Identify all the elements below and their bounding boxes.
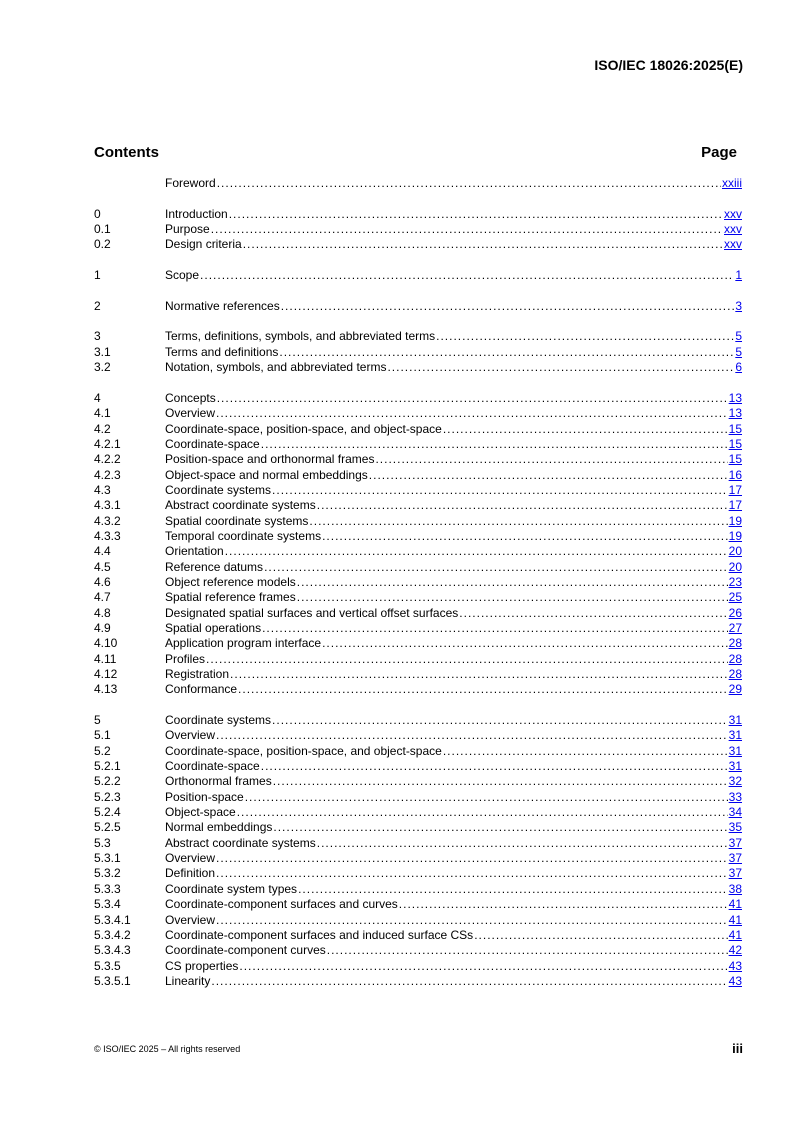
toc-entry-title: Normative references xyxy=(165,298,280,313)
dot-leader xyxy=(322,636,728,651)
dot-leader xyxy=(216,728,728,743)
toc-spacer xyxy=(94,698,742,713)
toc-entry-number: 3 xyxy=(94,329,101,344)
toc-entry[interactable] xyxy=(94,544,742,559)
dot-leader xyxy=(261,437,728,452)
toc-entry[interactable] xyxy=(94,790,742,805)
toc-entry-number: 5.3.2 xyxy=(94,866,121,881)
dot-leader xyxy=(217,391,728,406)
toc-entry-number: 4.3.3 xyxy=(94,528,121,543)
dot-leader xyxy=(272,713,728,728)
dot-leader xyxy=(387,360,734,375)
toc-entry-number: 4.2.3 xyxy=(94,467,121,482)
toc-entry[interactable] xyxy=(94,928,742,943)
toc-entry[interactable] xyxy=(94,422,742,437)
dot-leader xyxy=(261,759,728,774)
dot-leader xyxy=(297,590,728,605)
toc-entry-title: Overview xyxy=(165,851,216,866)
dot-leader xyxy=(238,682,728,697)
toc-entry[interactable] xyxy=(94,590,742,605)
toc-entry-title: Overview xyxy=(165,406,216,421)
toc-entry-title: Coordinate-space xyxy=(165,436,260,451)
toc-page-link[interactable]: 23 xyxy=(728,574,742,589)
toc-page-link[interactable]: 29 xyxy=(728,682,742,697)
dot-leader xyxy=(281,299,735,314)
toc-entry-title: Coordinate-space xyxy=(165,759,260,774)
toc-entry-title: Coordinate-space, position-space, and object-space xyxy=(165,421,442,436)
toc-entry-number: 4 xyxy=(94,390,101,405)
toc-page-link[interactable]: 25 xyxy=(728,590,742,605)
toc-page-link[interactable]: 19 xyxy=(728,513,742,528)
toc-entry-title: Normal embeddings xyxy=(165,820,273,835)
toc-spacer xyxy=(94,253,742,268)
toc-entry-title: Linearity xyxy=(165,973,211,988)
dot-leader xyxy=(216,851,728,866)
toc-page-link[interactable]: 19 xyxy=(728,528,742,543)
toc-entry[interactable] xyxy=(94,391,742,406)
dot-leader xyxy=(327,943,728,958)
toc-page-link[interactable]: 20 xyxy=(728,559,742,574)
toc-entry-number: 5.3.4.3 xyxy=(94,943,131,958)
toc-entry[interactable] xyxy=(94,682,742,697)
toc-entry-title: Designated spatial surfaces and vertical offset surfaces xyxy=(165,605,459,620)
toc-entry-title: Spatial coordinate systems xyxy=(165,513,309,528)
toc-page-link[interactable]: 41 xyxy=(728,912,742,927)
dot-leader xyxy=(273,774,728,789)
toc-entry-title: Terms, definitions, symbols, and abbreviated terms xyxy=(165,329,436,344)
toc-page-link[interactable]: 37 xyxy=(728,835,742,850)
toc-entry[interactable] xyxy=(94,176,742,191)
toc-entry-number: 5.2 xyxy=(94,743,111,758)
toc-entry-number: 5.3.4.1 xyxy=(94,912,131,927)
toc-entry-number: 4.10 xyxy=(94,636,118,651)
toc-entry-number: 5.2.5 xyxy=(94,820,121,835)
toc-page-link[interactable]: 15 xyxy=(728,452,742,467)
toc-entry[interactable] xyxy=(94,468,742,483)
toc-entry-number: 4.3.1 xyxy=(94,498,121,513)
toc-page-link[interactable]: 28 xyxy=(728,667,742,681)
toc-entry[interactable] xyxy=(94,805,742,820)
toc-entry-number: 4.6 xyxy=(94,574,111,589)
toc-entry-number: 4.13 xyxy=(94,682,118,697)
toc-entry-title: Coordinate systems xyxy=(165,482,272,497)
toc-entry-number: 5.3.4.2 xyxy=(94,927,131,942)
contents-title: Contents xyxy=(94,144,159,161)
dot-leader xyxy=(262,621,728,636)
toc-page-link[interactable]: 15 xyxy=(728,436,742,451)
toc-page-link[interactable]: xxv xyxy=(724,237,742,252)
toc-entry-title: Coordinate system types xyxy=(165,881,298,896)
toc-entry-title: Object-space and normal embeddings xyxy=(165,467,368,482)
dot-leader xyxy=(229,207,723,222)
toc-entry-number: 5 xyxy=(94,713,101,728)
toc-entry-title: Terms and definitions xyxy=(165,344,279,359)
toc-entry-title: Foreword xyxy=(165,176,216,190)
toc-entry-title: Notation, symbols, and abbreviated terms xyxy=(165,360,387,375)
toc-page-link[interactable]: 38 xyxy=(728,881,742,896)
toc-entry[interactable] xyxy=(94,851,742,866)
toc-page-link[interactable]: 6 xyxy=(735,360,742,375)
toc-entry[interactable] xyxy=(94,345,742,360)
toc-entry-title: Coordinate-space, position-space, and object-space xyxy=(165,743,442,758)
toc-entry-title: Temporal coordinate systems xyxy=(165,528,322,543)
toc-entry[interactable] xyxy=(94,207,742,222)
toc-page-link[interactable]: 3 xyxy=(735,298,742,313)
document-id-header: ISO/IEC 18026:2025(E) xyxy=(594,57,743,73)
toc-entry-number: 4.11 xyxy=(94,651,117,666)
toc-page-link[interactable]: 31 xyxy=(728,759,742,774)
toc-entry-title: Application program interface xyxy=(165,636,322,651)
toc-page-link[interactable]: 5 xyxy=(735,344,742,359)
toc-entry-title: Reference datums xyxy=(165,559,264,574)
toc-page-link[interactable]: 17 xyxy=(728,482,742,497)
dot-leader xyxy=(443,744,728,759)
toc-entry-title: Coordinate-component surfaces and curves xyxy=(165,897,398,912)
toc-page-link[interactable]: 37 xyxy=(728,851,742,866)
toc-entry[interactable] xyxy=(94,866,742,881)
toc-page-link[interactable]: 31 xyxy=(728,743,742,758)
toc-entry-title: Object-space xyxy=(165,805,236,820)
toc-entry[interactable] xyxy=(94,606,742,621)
toc-page-link[interactable]: 37 xyxy=(728,866,742,881)
toc-entry-title: Purpose xyxy=(165,222,210,237)
toc-entry-number: 5.2.2 xyxy=(94,774,121,789)
toc-entry[interactable] xyxy=(94,406,742,421)
copyright-footer: © ISO/IEC 2025 – All rights reserved xyxy=(94,1044,241,1054)
toc-entry-title: Profiles xyxy=(165,651,206,666)
table-of-contents xyxy=(94,176,742,989)
toc-entry[interactable] xyxy=(94,713,742,728)
toc-entry-number: 0.2 xyxy=(94,237,111,252)
toc-page-link[interactable]: 13 xyxy=(728,390,742,405)
toc-entry-title: Overview xyxy=(165,728,216,743)
toc-entry-title: Position-space and orthonormal frames xyxy=(165,452,375,467)
toc-entry-number: 2 xyxy=(94,298,101,313)
dot-leader xyxy=(239,959,727,974)
toc-entry[interactable] xyxy=(94,959,742,974)
dot-leader xyxy=(243,237,723,252)
dot-leader xyxy=(211,222,723,237)
toc-entry[interactable] xyxy=(94,299,742,314)
toc-entry-title: Abstract coordinate systems xyxy=(165,498,316,513)
toc-page-link[interactable]: 28 xyxy=(728,636,742,651)
toc-entry-number: 4.2 xyxy=(94,421,111,436)
toc-entry[interactable] xyxy=(94,974,742,989)
dot-leader xyxy=(272,483,728,498)
toc-entry[interactable] xyxy=(94,222,742,237)
dot-leader xyxy=(317,498,728,513)
toc-entry-number: 4.7 xyxy=(94,590,111,605)
toc-entry[interactable] xyxy=(94,529,742,544)
dot-leader xyxy=(273,820,727,835)
toc-entry-number: 4.2.2 xyxy=(94,452,121,467)
dot-leader xyxy=(200,268,734,283)
toc-page-link[interactable]: 31 xyxy=(728,728,742,743)
toc-page-link[interactable]: 20 xyxy=(728,544,742,559)
toc-entry-number: 4.4 xyxy=(94,544,111,559)
toc-entry-title: Conformance xyxy=(165,682,238,697)
toc-entry[interactable] xyxy=(94,759,742,774)
toc-page-link[interactable]: 42 xyxy=(728,943,742,958)
dot-leader xyxy=(230,667,728,682)
toc-entry-title: Overview xyxy=(165,912,216,927)
toc-entry-number: 4.12 xyxy=(94,667,118,681)
toc-page-link[interactable]: 27 xyxy=(728,620,742,635)
toc-page-link[interactable]: 26 xyxy=(728,605,742,620)
toc-entry[interactable] xyxy=(94,237,742,252)
toc-entry-number: 5.2.1 xyxy=(94,759,121,774)
toc-entry[interactable] xyxy=(94,621,742,636)
dot-leader xyxy=(211,974,727,989)
page-number: iii xyxy=(732,1041,743,1056)
dot-leader xyxy=(216,406,728,421)
toc-page-link[interactable]: 35 xyxy=(728,820,742,835)
toc-entry-number: 0.1 xyxy=(94,222,111,237)
toc-entry-number: 4.8 xyxy=(94,605,111,620)
toc-entry[interactable] xyxy=(94,836,742,851)
page-column-label: Page xyxy=(701,144,737,161)
toc-entry-title: Design criteria xyxy=(165,237,242,252)
dot-leader xyxy=(279,345,734,360)
toc-entry[interactable] xyxy=(94,913,742,928)
toc-entry[interactable] xyxy=(94,437,742,452)
toc-page-link[interactable]: 41 xyxy=(728,927,742,942)
toc-entry[interactable] xyxy=(94,575,742,590)
toc-entry[interactable] xyxy=(94,268,742,283)
toc-page-link[interactable]: 32 xyxy=(728,774,742,789)
toc-entry[interactable] xyxy=(94,774,742,789)
toc-page-link[interactable]: 13 xyxy=(728,406,742,421)
toc-entry[interactable] xyxy=(94,728,742,743)
toc-entry-number: 5.3.1 xyxy=(94,851,121,866)
toc-page-link[interactable]: 43 xyxy=(728,973,742,988)
toc-page-link[interactable]: 34 xyxy=(728,805,742,820)
toc-page-link[interactable]: xxv xyxy=(724,222,742,237)
dot-leader xyxy=(297,575,728,590)
dot-leader xyxy=(436,329,734,344)
toc-entry[interactable] xyxy=(94,652,742,667)
dot-leader xyxy=(216,866,728,881)
toc-entry-number: 5.3.5.1 xyxy=(94,973,131,988)
toc-entry-number: 5.3.3 xyxy=(94,881,121,896)
dot-leader xyxy=(309,514,727,529)
toc-entry-number: 4.9 xyxy=(94,620,111,635)
toc-entry[interactable] xyxy=(94,329,742,344)
dot-leader xyxy=(443,422,728,437)
toc-page-link[interactable]: xxiii xyxy=(722,176,742,190)
toc-entry[interactable] xyxy=(94,882,742,897)
toc-entry-title: Spatial reference frames xyxy=(165,590,296,605)
toc-page-link[interactable]: 16 xyxy=(728,467,742,482)
toc-entry[interactable] xyxy=(94,636,742,651)
toc-entry-title: Registration xyxy=(165,667,230,681)
toc-entry-title: CS properties xyxy=(165,958,239,973)
toc-entry-number: 4.5 xyxy=(94,559,111,574)
dot-leader xyxy=(317,836,728,851)
toc-entry-number: 4.3 xyxy=(94,482,111,497)
dot-leader xyxy=(322,529,728,544)
toc-entry[interactable] xyxy=(94,943,742,958)
dot-leader xyxy=(264,560,728,575)
dot-leader xyxy=(225,544,728,559)
toc-entry[interactable] xyxy=(94,483,742,498)
dot-leader xyxy=(216,913,728,928)
toc-page-link[interactable]: 15 xyxy=(728,421,742,436)
toc-entry-title: Scope xyxy=(165,268,200,283)
toc-entry-title: Object reference models xyxy=(165,574,296,589)
toc-entry-number: 5.2.4 xyxy=(94,805,121,820)
toc-spacer xyxy=(94,375,742,390)
toc-spacer xyxy=(94,314,742,329)
dot-leader xyxy=(237,805,728,820)
dot-leader xyxy=(399,897,728,912)
toc-page-link[interactable]: 41 xyxy=(728,897,742,912)
toc-entry-title: Coordinate-component curves xyxy=(165,943,326,958)
toc-entry[interactable] xyxy=(94,452,742,467)
toc-entry-title: Orientation xyxy=(165,544,224,559)
toc-entry-number: 5.3 xyxy=(94,835,111,850)
toc-entry-number: 4.2.1 xyxy=(94,436,121,451)
toc-entry-title: Definition xyxy=(165,866,216,881)
dot-leader xyxy=(375,452,727,467)
toc-entry-title: Abstract coordinate systems xyxy=(165,835,316,850)
toc-entry[interactable] xyxy=(94,667,742,682)
toc-entry[interactable] xyxy=(94,897,742,912)
toc-page-link[interactable]: 31 xyxy=(728,713,742,728)
toc-entry-number: 1 xyxy=(94,268,101,283)
toc-entry-title: Coordinate systems xyxy=(165,713,272,728)
toc-entry-number: 4.3.2 xyxy=(94,513,121,528)
dot-leader xyxy=(217,176,721,191)
toc-spacer xyxy=(94,283,742,298)
toc-entry-number: 5.3.4 xyxy=(94,897,121,912)
dot-leader xyxy=(459,606,727,621)
toc-entry-number: 3.1 xyxy=(94,344,111,359)
toc-entry-title: Coordinate-component surfaces and induced surface CSs xyxy=(165,927,474,942)
toc-entry[interactable] xyxy=(94,744,742,759)
toc-entry-number: 0 xyxy=(94,206,101,221)
toc-entry-title: Concepts xyxy=(165,390,216,405)
dot-leader xyxy=(369,468,728,483)
toc-entry[interactable] xyxy=(94,360,742,375)
toc-entry-number: 5.2.3 xyxy=(94,789,121,804)
toc-entry[interactable] xyxy=(94,498,742,513)
toc-entry-number: 4.1 xyxy=(94,406,111,421)
toc-entry-number: 3.2 xyxy=(94,360,111,375)
toc-entry-number: 5.3.5 xyxy=(94,958,121,973)
dot-leader xyxy=(206,652,728,667)
dot-leader xyxy=(298,882,728,897)
toc-page-link[interactable]: 1 xyxy=(735,268,742,283)
toc-page-link[interactable]: 28 xyxy=(728,651,742,666)
toc-page-link[interactable]: 33 xyxy=(728,789,742,804)
toc-entry-title: Spatial operations xyxy=(165,620,262,635)
toc-page-link[interactable]: 43 xyxy=(728,958,742,973)
toc-entry[interactable] xyxy=(94,820,742,835)
toc-entry[interactable] xyxy=(94,514,742,529)
toc-spacer xyxy=(94,191,742,206)
toc-entry[interactable] xyxy=(94,560,742,575)
toc-entry-title: Position-space xyxy=(165,789,244,804)
dot-leader xyxy=(245,790,728,805)
toc-page-link[interactable]: 17 xyxy=(728,498,742,513)
toc-entry-title: Introduction xyxy=(165,206,228,221)
toc-page-link[interactable]: xxv xyxy=(724,206,742,221)
dot-leader xyxy=(474,928,727,943)
toc-page-link[interactable]: 5 xyxy=(735,329,742,344)
toc-entry-number: 5.1 xyxy=(94,728,111,743)
toc-entry-title: Orthonormal frames xyxy=(165,774,272,789)
